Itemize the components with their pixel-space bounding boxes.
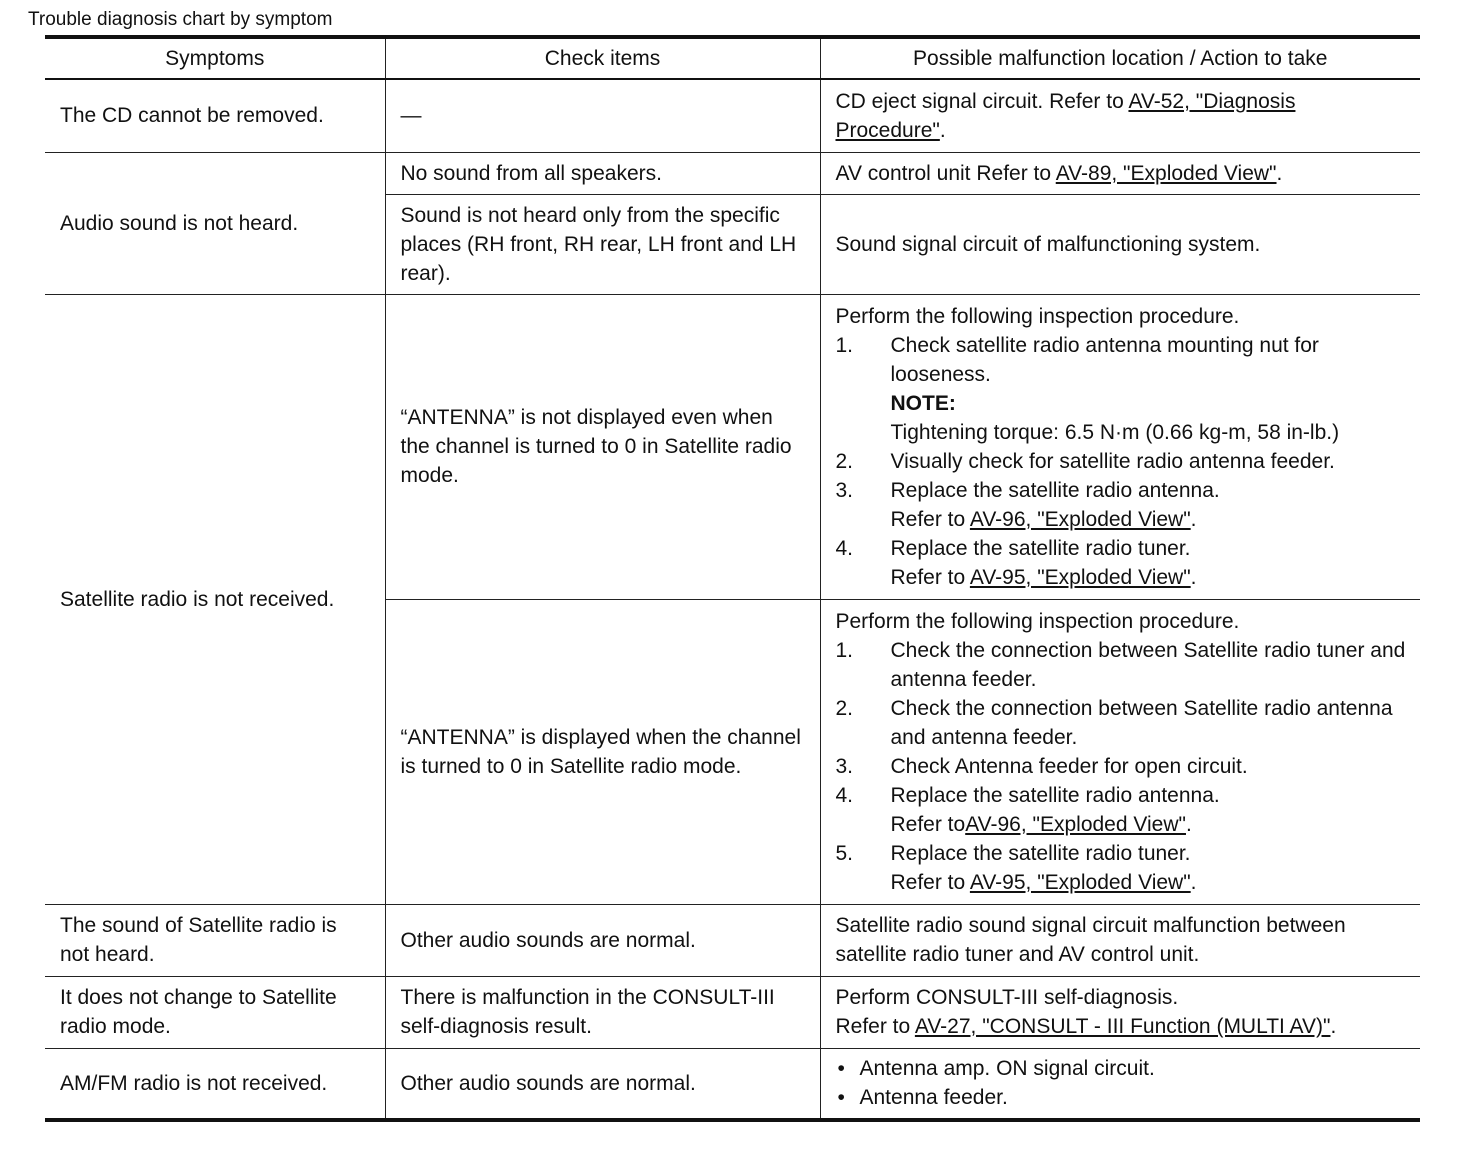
check-cell: No sound from all speakers. <box>385 152 820 194</box>
refer-suffix: . <box>1190 565 1197 589</box>
list-item <box>836 781 1407 839</box>
refer-suffix: . <box>1330 1015 1337 1038</box>
reference-link[interactable]: AV-95, "Exploded View" <box>969 870 1191 894</box>
action-cell: Satellite radio sound signal circuit malfunction between satellite radio tuner and AV control unit. <box>820 904 1420 976</box>
step-number: 4. <box>835 783 854 807</box>
check-cell: There is malfunction in the CONSULT-III self-diagnosis result. <box>385 976 820 1048</box>
list-item <box>836 534 1407 592</box>
action-text: . <box>1276 161 1283 185</box>
list-item <box>836 839 1407 897</box>
table-row <box>45 152 1420 194</box>
refer-suffix: . <box>1190 507 1197 531</box>
header-symptoms: Symptoms <box>45 37 385 79</box>
symptom-cell: It does not change to Satellite radio mode. <box>45 976 385 1048</box>
check-cell: Sound is not heard only from the specific places (RH front, RH rear, LH front and LH rear). <box>385 194 820 294</box>
bullet-list <box>836 1054 1407 1112</box>
reference-link[interactable]: AV-27, "CONSULT - III Function (MULTI AV)" <box>914 1015 1331 1038</box>
action-cell: Sound signal circuit of malfunctioning system. <box>820 194 1420 294</box>
procedure-intro: Perform the following inspection procedure. <box>835 609 1240 633</box>
diagnosis-table <box>45 35 1420 1122</box>
step-reference <box>891 810 1407 839</box>
symptom-cell: AM/FM radio is not received. <box>45 1048 385 1120</box>
action-cell <box>820 599 1420 904</box>
procedure-steps <box>836 636 1407 897</box>
action-text: AV control unit Refer to <box>835 161 1056 185</box>
note-text: Tightening torque: 6.5 N·m (0.66 kg-m, 58 in-lb.) <box>890 420 1340 444</box>
step-number: 3. <box>835 478 854 502</box>
check-cell: Other audio sounds are normal. <box>385 1048 820 1120</box>
step-text: Check satellite radio antenna mounting nut for looseness. <box>890 333 1319 386</box>
bullet-text: Antenna amp. ON signal circuit. <box>859 1057 1155 1081</box>
check-cell: Other audio sounds are normal. <box>385 904 820 976</box>
table-row <box>45 976 1420 1048</box>
step-number: 1. <box>835 333 854 357</box>
bullet-text: Antenna feeder. <box>859 1086 1008 1110</box>
table-header-row <box>45 37 1420 79</box>
header-check-items: Check items <box>385 37 820 79</box>
check-cell: “ANTENNA” is not displayed even when the channel is turned to 0 in Satellite radio mode. <box>385 294 820 599</box>
bullet-icon: • <box>837 1057 845 1081</box>
symptom-cell: The sound of Satellite radio is not heard. <box>45 904 385 976</box>
check-cell: — <box>385 79 820 152</box>
step-text: Replace the satellite radio antenna. <box>890 783 1220 807</box>
note-title: NOTE: <box>890 391 956 415</box>
refer-text: Refer to <box>835 1015 915 1038</box>
action-cell <box>820 152 1420 194</box>
action-text: CD eject signal circuit. Refer to <box>835 89 1129 113</box>
reference-link[interactable]: AV-89, "Exploded View" <box>1055 161 1277 185</box>
list-item <box>836 694 1407 752</box>
procedure-steps <box>836 331 1407 592</box>
step-number: 4. <box>835 536 854 560</box>
table-caption: Trouble diagnosis chart by symptom <box>28 9 333 30</box>
list-item <box>836 331 1407 447</box>
refer-text: Refer to <box>890 565 970 589</box>
list-item <box>836 476 1407 534</box>
step-text: Replace the satellite radio tuner. <box>890 536 1191 560</box>
check-cell: “ANTENNA” is displayed when the channel is turned to 0 in Satellite radio mode. <box>385 599 820 904</box>
step-reference <box>891 868 1407 897</box>
table-row <box>45 904 1420 976</box>
procedure-intro: Perform the following inspection procedure. <box>835 304 1240 328</box>
list-item <box>836 447 1407 476</box>
list-item <box>836 1054 1407 1083</box>
refer-suffix: . <box>1190 870 1197 894</box>
action-text: Perform CONSULT-III self-diagnosis. <box>835 986 1179 1009</box>
header-action: Possible malfunction location / Action to take <box>820 37 1420 79</box>
action-cell <box>820 1048 1420 1120</box>
step-reference <box>836 1012 1407 1041</box>
list-item <box>836 752 1407 781</box>
bullet-icon: • <box>837 1086 845 1110</box>
symptom-cell: Audio sound is not heard. <box>45 152 385 294</box>
reference-link[interactable]: AV-52, "Diagnosis Procedure" <box>835 89 1296 142</box>
table-row <box>45 1048 1420 1120</box>
reference-link[interactable]: AV-96, "Exploded View" <box>965 812 1186 836</box>
symptom-cell: The CD cannot be removed. <box>45 79 385 152</box>
reference-link[interactable]: AV-95, "Exploded View" <box>969 565 1191 589</box>
step-number: 2. <box>835 696 854 720</box>
step-text: Visually check for satellite radio antenna feeder. <box>890 449 1335 473</box>
step-number: 3. <box>835 754 854 778</box>
refer-text: Refer to <box>890 507 970 531</box>
step-number: 5. <box>835 841 854 865</box>
refer-suffix: . <box>1185 812 1192 836</box>
step-text: Check the connection between Satellite radio antenna and antenna feeder. <box>890 696 1393 749</box>
step-text: Replace the satellite radio tuner. <box>890 841 1191 865</box>
symptom-cell: Satellite radio is not received. <box>45 294 385 904</box>
action-text: . <box>939 118 946 142</box>
table-row <box>45 79 1420 152</box>
action-cell <box>820 976 1420 1048</box>
step-text: Replace the satellite radio antenna. <box>890 478 1220 502</box>
table-row <box>45 294 1420 599</box>
step-text: Check Antenna feeder for open circuit. <box>890 754 1248 778</box>
step-number: 1. <box>835 638 854 662</box>
list-item <box>836 1083 1407 1112</box>
step-reference <box>891 505 1407 534</box>
refer-text: Refer to <box>890 870 970 894</box>
refer-text: Refer to <box>890 812 966 836</box>
step-text: Check the connection between Satellite radio tuner and antenna feeder. <box>890 638 1406 691</box>
action-cell <box>820 294 1420 599</box>
reference-link[interactable]: AV-96, "Exploded View" <box>969 507 1191 531</box>
step-reference <box>891 563 1407 592</box>
action-cell <box>820 79 1420 152</box>
step-number: 2. <box>835 449 854 473</box>
list-item <box>836 636 1407 694</box>
